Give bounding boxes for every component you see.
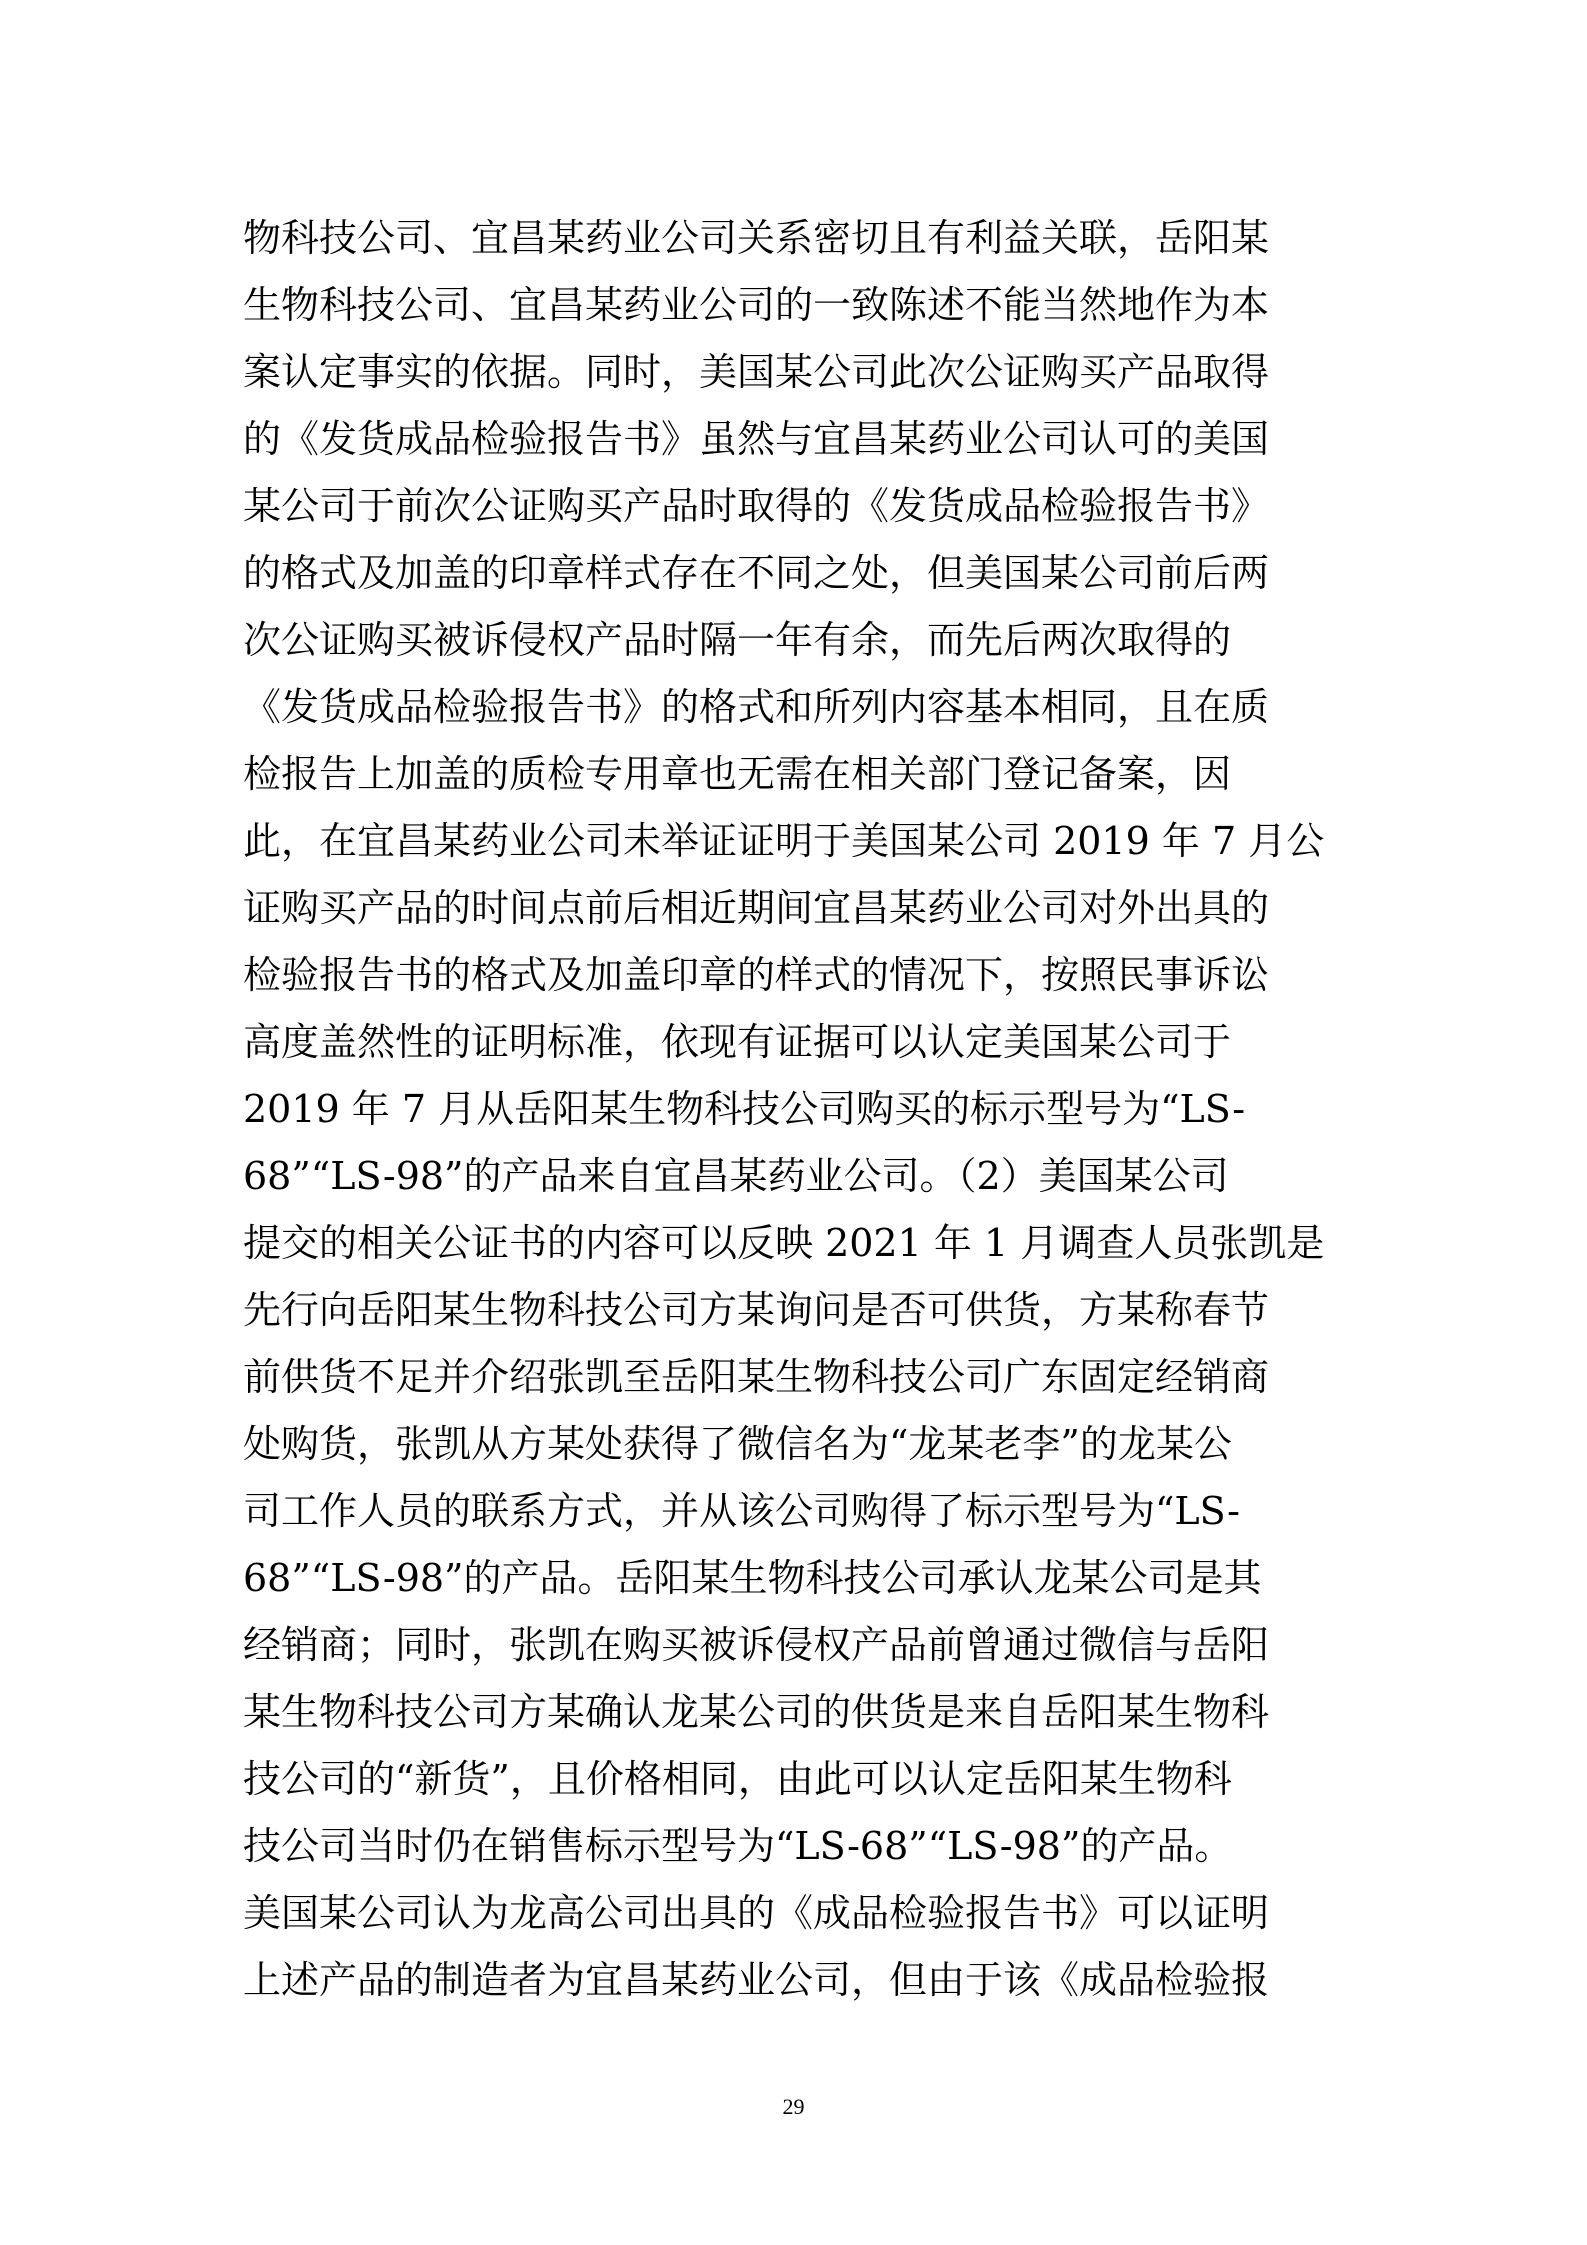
text-line: 生物科技公司、宜昌某药业公司的一致陈述不能当然地作为本	[243, 283, 1270, 327]
text-line: 上述产品的制造者为宜昌某药业公司，但由于该《成品检验报	[243, 1958, 1270, 2002]
text-line: 某生物科技公司方某确认龙某公司的供货是来自岳阳某生物科	[243, 1690, 1270, 1734]
text-line: 某公司于前次公证购买产品时取得的《发货成品检验报告书》	[243, 484, 1270, 528]
text-line: 检报告上加盖的质检专用章也无需在相关部门登记备案，因	[243, 752, 1232, 796]
text-line: 高度盖然性的证明标准，依现有证据可以认定美国某公司于	[243, 1020, 1232, 1064]
text-line: 次公证购买被诉侵权产品时隔一年有余，而先后两次取得的	[243, 618, 1232, 662]
text-line: 技公司当时仍在销售标示型号为“LS-68”“LS-98”的产品。	[243, 1824, 1233, 1868]
text-line: 前供货不足并介绍张凯至岳阳某生物科技公司广东固定经销商	[243, 1355, 1270, 1399]
text-line: 物科技公司、宜昌某药业公司关系密切且有利益关联，岳阳某	[243, 216, 1270, 260]
text-line: 《发货成品检验报告书》的格式和所列内容基本相同，且在质	[243, 685, 1270, 729]
text-line: 处购货，张凯从方某处获得了微信名为“龙某老李”的龙某公	[243, 1422, 1232, 1466]
text-line: 此，在宜昌某药业公司未举证证明于美国某公司 2019 年 7 月公	[243, 819, 1325, 863]
body-text	[243, 205, 1353, 2014]
page-number: 29	[782, 2094, 805, 2119]
text-line: 经销商；同时，张凯在购买被诉侵权产品前曾通过微信与岳阳	[243, 1623, 1270, 1667]
text-line: 的格式及加盖的印章样式存在不同之处，但美国某公司前后两	[243, 551, 1270, 595]
text-line: 提交的相关公证书的内容可以反映 2021 年 1 月调查人员张凯是	[243, 1221, 1325, 1265]
text-line: 68”“LS-98”的产品。岳阳某生物科技公司承认龙某公司是其	[243, 1556, 1262, 1600]
text-line: 先行向岳阳某生物科技公司方某询问是否可供货，方某称春节	[243, 1288, 1270, 1332]
text-line: 司工作人员的联系方式，并从该公司购得了标示型号为“LS-	[243, 1489, 1240, 1533]
text-line: 案认定事实的依据。同时，美国某公司此次公证购买产品取得	[243, 350, 1270, 394]
text-line: 2019 年 7 月从岳阳某生物科技公司购买的标示型号为“LS-	[243, 1087, 1246, 1131]
text-line: 68”“LS-98”的产品来自宜昌某药业公司。（2）美国某公司	[243, 1154, 1229, 1198]
text-line: 检验报告书的格式及加盖印章的样式的情况下，按照民事诉讼	[243, 953, 1270, 997]
text-line: 的《发货成品检验报告书》虽然与宜昌某药业公司认可的美国	[243, 417, 1270, 461]
text-line: 技公司的“新货”，且价格相同，由此可以认定岳阳某生物科	[243, 1757, 1232, 1801]
text-line: 美国某公司认为龙高公司出具的《成品检验报告书》可以证明	[243, 1891, 1270, 1935]
text-line: 证购买产品的时间点前后相近期间宜昌某药业公司对外出具的	[243, 886, 1270, 930]
